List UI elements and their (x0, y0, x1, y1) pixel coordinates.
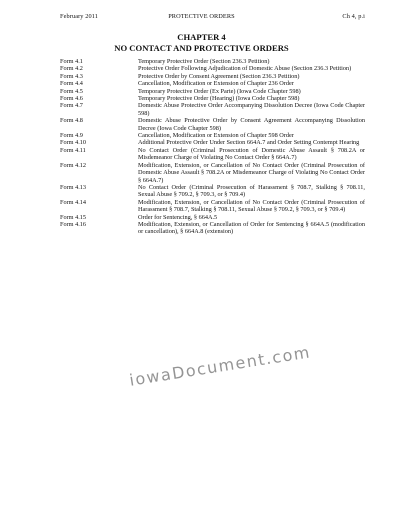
form-number: Form 4.1 (60, 58, 83, 65)
chapter-number: CHAPTER 4 (177, 32, 226, 42)
form-title: Modification, Extension, or Cancellation of Order for Sentencing § 664A.5 (modification or cancellation), § 664A.8 (extension) (138, 220, 365, 236)
form-number: Form 4.15 (60, 213, 87, 221)
form-row[interactable] (60, 132, 365, 139)
form-number: Form 4.14 (60, 198, 87, 206)
form-row[interactable] (60, 214, 365, 221)
form-row[interactable] (60, 95, 365, 102)
form-title: No Contact Order (Criminal Prosecution of Domestic Abuse Assault § 708.2A or Misdemeanor Charge of Violating No Contact Order § 664A.7) (138, 146, 365, 162)
header-date: February 2011 (60, 13, 98, 20)
form-title: Modification, Extension, or Cancellation of No Contact Order (Criminal Prosecution of Domestic Abuse Assault § 708.2A or Misdemeanor Charge of Violating No Contact Order § 664A.7) (138, 161, 365, 184)
form-row[interactable] (60, 88, 365, 95)
form-number: Form 4.4 (60, 80, 83, 88)
form-row[interactable] (60, 162, 365, 184)
form-row[interactable] (60, 184, 365, 199)
form-number: Form 4.11 (60, 146, 86, 154)
form-number: Form 4.3 (60, 72, 83, 80)
watermark-logo: iowaDocument.com (128, 342, 312, 390)
form-number: Form 4.12 (60, 161, 87, 169)
form-row[interactable] (60, 117, 365, 132)
form-number: Form 4.7 (60, 102, 83, 110)
form-row[interactable] (60, 147, 365, 162)
form-title: Protective Order Following Adjudication of Domestic Abuse (Section 236.3 Petition) (138, 65, 352, 73)
form-row[interactable] (60, 80, 365, 87)
form-row[interactable] (60, 139, 365, 146)
form-number: Form 4.6 (60, 95, 83, 103)
form-title: Protective Order by Consent Agreement (Section 236.3 Petition) (138, 72, 300, 80)
form-row[interactable] (60, 73, 365, 80)
form-row[interactable] (60, 65, 365, 72)
form-title: Modification, Extension, or Cancellation of No Contact Order (Criminal Prosecution of Harassment § 708.7, Stalking § 708.11, Sexual Abuse § 709.2, § 709.3, or § 709.4) (138, 198, 365, 214)
form-title: Order for Sentencing, § 664A.5 (138, 213, 218, 221)
form-title: Cancellation, Modification or Extension of Chapter 598 Order (138, 132, 294, 140)
form-title: Domestic Abuse Protective Order Accompanying Dissolution Decree (Iowa Code Chapter 598) (138, 102, 365, 117)
form-row[interactable] (60, 58, 365, 65)
form-number: Form 4.5 (60, 87, 83, 95)
form-title: Temporary Protective Order (Hearing) (Iowa Code Chapter 598) (138, 95, 300, 103)
form-row[interactable] (60, 102, 365, 117)
header-section: PROTECTIVE ORDERS (168, 13, 235, 20)
form-title: Domestic Abuse Protective Order by Consent Agreement Accompanying Dissolution Decree (Iowa Code Chapter 598) (138, 117, 365, 132)
form-title: Temporary Protective Order (Section 236.3 Petition) (138, 58, 270, 65)
chapter-title: NO CONTACT AND PROTECTIVE ORDERS (114, 43, 289, 53)
form-number: Form 4.9 (60, 132, 83, 140)
form-title: Cancellation, Modification or Extension of Chapter 236 Order (138, 80, 294, 88)
form-row[interactable] (60, 199, 365, 214)
form-row[interactable] (60, 221, 365, 236)
form-number: Form 4.10 (60, 139, 87, 147)
form-number: Form 4.2 (60, 65, 83, 73)
header-page-ref: Ch 4, p.i (342, 13, 365, 20)
form-title: No Contact Order (Criminal Prosecution of Harassment § 708.7, Stalking § 708.11, Sexual Abuse § 709.2, § 709.3, or § 709.4) (138, 183, 365, 199)
form-number: Form 4.16 (60, 220, 87, 228)
form-number: Form 4.13 (60, 183, 87, 191)
form-title: Temporary Protective Order (Ex Parte) (Iowa Code Chapter 598) (138, 87, 301, 95)
form-number: Form 4.8 (60, 117, 83, 125)
forms-list (60, 58, 365, 236)
form-title: Additional Protective Order Under Section 664A.7 and Order Setting Contempt Hearing (138, 139, 360, 147)
